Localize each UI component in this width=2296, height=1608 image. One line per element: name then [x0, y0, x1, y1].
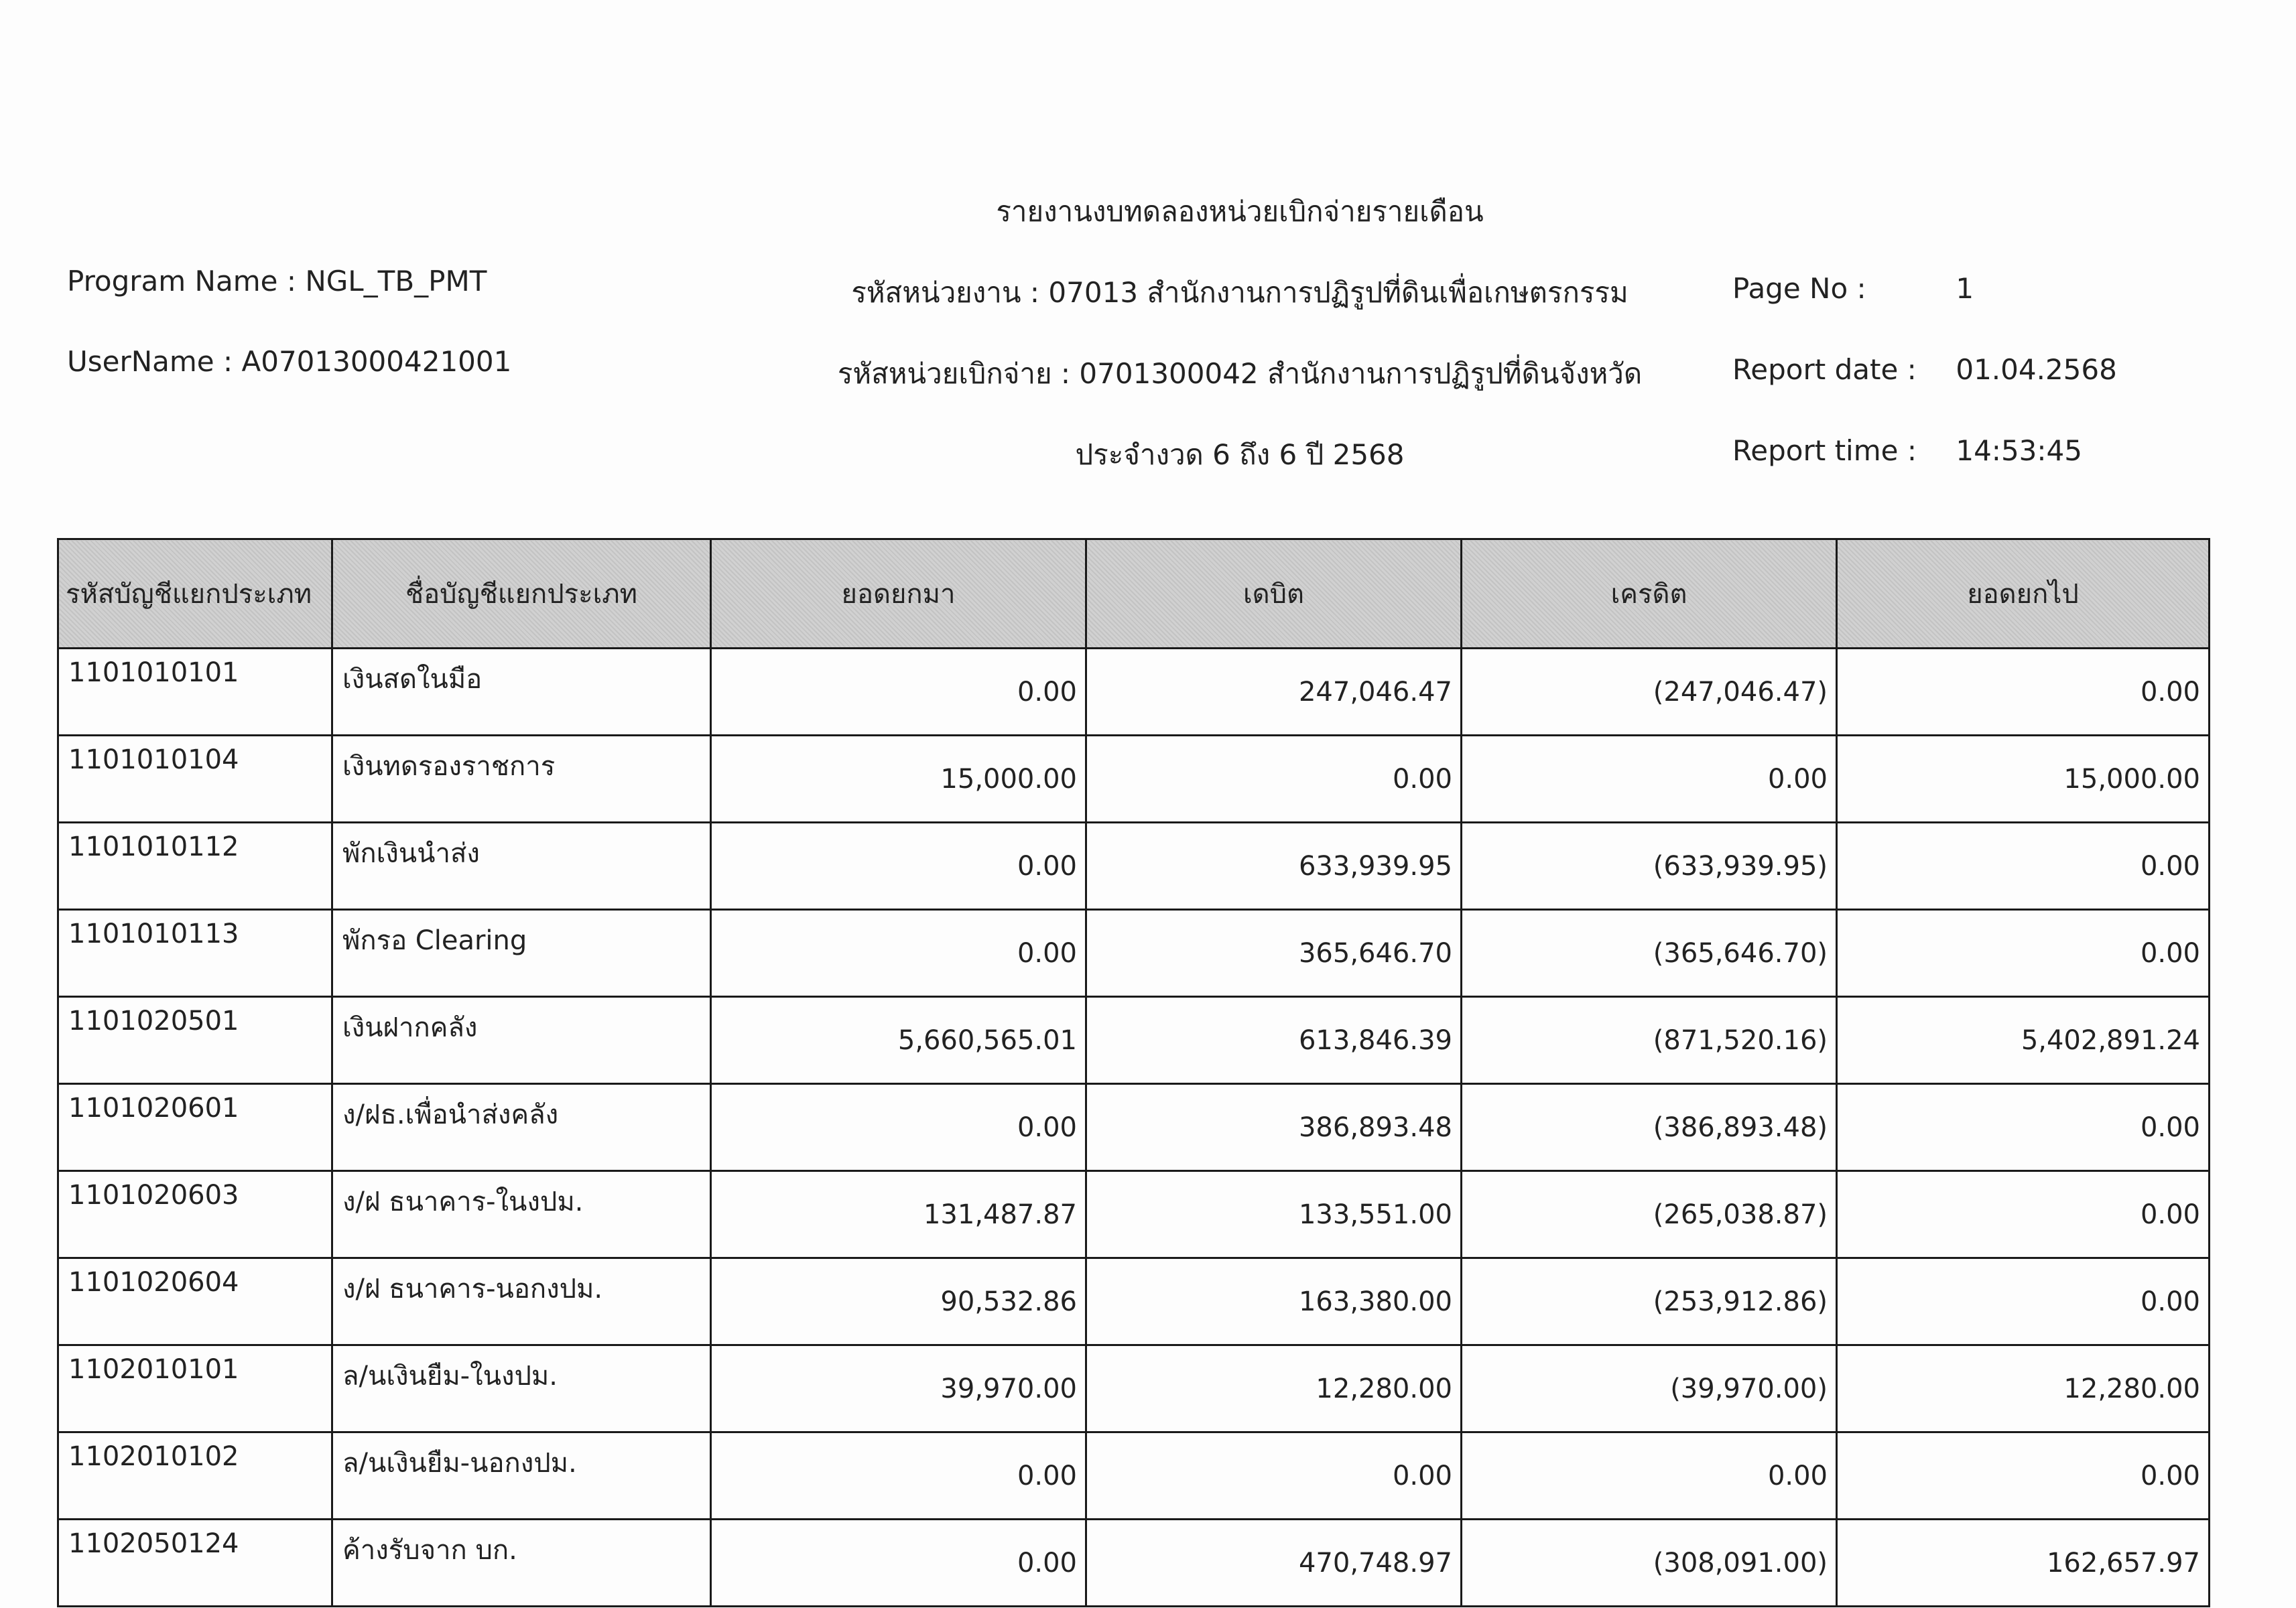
closing-balance: 12,280.00	[1837, 1345, 2210, 1432]
credit: (386,893.48)	[1462, 1084, 1837, 1171]
closing-balance: 0.00	[1837, 1432, 2210, 1520]
credit: 0.00	[1462, 1432, 1837, 1520]
report-time-row	[1732, 410, 2117, 491]
account-code: 1102010102	[58, 1432, 332, 1520]
account-code: 1101020501	[58, 997, 332, 1084]
account-code: 1101020603	[58, 1171, 332, 1258]
page-no-value: 1	[1956, 272, 1974, 305]
credit: (39,970.00)	[1462, 1345, 1837, 1432]
opening-balance: 15,000.00	[711, 736, 1086, 823]
opening-balance: 0.00	[711, 1432, 1086, 1520]
account-name: ง/ฝธ.เพื่อนำส่งคลัง	[332, 1084, 711, 1171]
report-title: รายงานงบทดลองหน่วยเบิกจ่ายรายเดือน	[996, 195, 1484, 228]
account-name: ง/ฝ ธนาคาร-นอกงปม.	[332, 1258, 711, 1345]
account-code: 1102050124	[58, 1520, 332, 1607]
closing-balance: 5,402,891.24	[1837, 997, 2210, 1084]
account-name: เงินฝากคลัง	[332, 997, 711, 1084]
closing-balance: 0.00	[1837, 1171, 2210, 1258]
debit: 0.00	[1086, 1432, 1462, 1520]
col-header-account-code: รหัสบัญชีแยกประเภท	[58, 539, 332, 649]
credit: (247,046.47)	[1462, 649, 1837, 736]
table-row	[58, 997, 2210, 1084]
opening-balance: 0.00	[711, 1084, 1086, 1171]
table-row	[58, 736, 2210, 823]
opening-balance: 0.00	[711, 910, 1086, 997]
report-date-row	[1732, 329, 2117, 410]
closing-balance: 0.00	[1837, 1258, 2210, 1345]
report-date-value: 01.04.2568	[1956, 353, 2117, 386]
debit: 633,939.95	[1086, 823, 1462, 910]
closing-balance: 15,000.00	[1837, 736, 2210, 823]
credit: (265,038.87)	[1462, 1171, 1837, 1258]
account-code: 1102010101	[58, 1345, 332, 1432]
table-row	[58, 1258, 2210, 1345]
credit: (308,091.00)	[1462, 1520, 1837, 1607]
account-code: 1101010104	[58, 736, 332, 823]
account-name: ง/ฝ ธนาคาร-ในงปม.	[332, 1171, 711, 1258]
trial-balance-table	[57, 538, 2210, 1607]
col-header-credit: เครดิต	[1462, 539, 1837, 649]
col-header-debit: เดบิต	[1086, 539, 1462, 649]
table-row	[58, 1520, 2210, 1607]
table-row	[58, 910, 2210, 997]
disbursing-unit-line: รหัสหน่วยเบิกจ่าย : 0701300042 สำนักงานการปฏิรูปที่ดินจังหวัด	[837, 357, 1643, 390]
credit: (365,646.70)	[1462, 910, 1837, 997]
username: UserName : A07013000421001	[67, 345, 512, 378]
account-code: 1101020604	[58, 1258, 332, 1345]
opening-balance: 0.00	[711, 649, 1086, 736]
opening-balance: 131,487.87	[711, 1171, 1086, 1258]
page-no-label: Page No :	[1732, 272, 1866, 305]
table-row	[58, 649, 2210, 736]
table-header-row	[58, 539, 2210, 649]
debit: 613,846.39	[1086, 997, 1462, 1084]
account-name: เงินทดรองราชการ	[332, 736, 711, 823]
table-row	[58, 1345, 2210, 1432]
table-row	[58, 1171, 2210, 1258]
closing-balance: 162,657.97	[1837, 1520, 2210, 1607]
program-name: Program Name : NGL_TB_PMT	[67, 265, 487, 297]
account-name: เงินสดในมือ	[332, 649, 711, 736]
closing-balance: 0.00	[1837, 910, 2210, 997]
trial-balance-table-wrapper	[57, 538, 2208, 1607]
opening-balance: 0.00	[711, 1520, 1086, 1607]
account-name: ล/นเงินยืม-ในงปม.	[332, 1345, 711, 1432]
account-code: 1101010101	[58, 649, 332, 736]
table-row	[58, 1432, 2210, 1520]
account-code: 1101010112	[58, 823, 332, 910]
account-code: 1101020601	[58, 1084, 332, 1171]
report-date-label: Report date :	[1732, 353, 1917, 386]
debit: 247,046.47	[1086, 649, 1462, 736]
header-left	[67, 241, 511, 402]
debit: 0.00	[1086, 736, 1462, 823]
table-row	[58, 1084, 2210, 1171]
account-name: ค้างรับจาก บก.	[332, 1520, 711, 1607]
opening-balance: 5,660,565.01	[711, 997, 1086, 1084]
debit: 386,893.48	[1086, 1084, 1462, 1171]
opening-balance: 90,532.86	[711, 1258, 1086, 1345]
col-header-closing-balance: ยอดยกไป	[1837, 539, 2210, 649]
opening-balance: 0.00	[711, 823, 1086, 910]
debit: 133,551.00	[1086, 1171, 1462, 1258]
opening-balance: 39,970.00	[711, 1345, 1086, 1432]
account-name: ล/นเงินยืม-นอกงปม.	[332, 1432, 711, 1520]
closing-balance: 0.00	[1837, 823, 2210, 910]
credit: (871,520.16)	[1462, 997, 1837, 1084]
col-header-account-name: ชื่อบัญชีแยกประเภท	[332, 539, 711, 649]
debit: 12,280.00	[1086, 1345, 1462, 1432]
debit: 365,646.70	[1086, 910, 1462, 997]
debit: 163,380.00	[1086, 1258, 1462, 1345]
closing-balance: 0.00	[1837, 1084, 2210, 1171]
report-time-label: Report time :	[1732, 434, 1917, 467]
account-code: 1101010113	[58, 910, 332, 997]
page-no-row	[1732, 248, 2117, 329]
report-time-value: 14:53:45	[1956, 434, 2082, 467]
agency-line: รหัสหน่วยงาน : 07013 สำนักงานการปฏิรูปที่ดินเพื่อเกษตรกรรม	[851, 276, 1629, 309]
credit: 0.00	[1462, 736, 1837, 823]
credit: (633,939.95)	[1462, 823, 1837, 910]
col-header-opening-balance: ยอดยกมา	[711, 539, 1086, 649]
credit: (253,912.86)	[1462, 1258, 1837, 1345]
closing-balance: 0.00	[1837, 649, 2210, 736]
table-row	[58, 823, 2210, 910]
period-line: ประจำงวด 6 ถึง 6 ปี 2568	[1075, 438, 1405, 471]
account-name: พักเงินนำส่ง	[332, 823, 711, 910]
header-center	[771, 171, 1709, 495]
header-right	[1732, 248, 2117, 491]
debit: 470,748.97	[1086, 1520, 1462, 1607]
account-name: พักรอ Clearing	[332, 910, 711, 997]
